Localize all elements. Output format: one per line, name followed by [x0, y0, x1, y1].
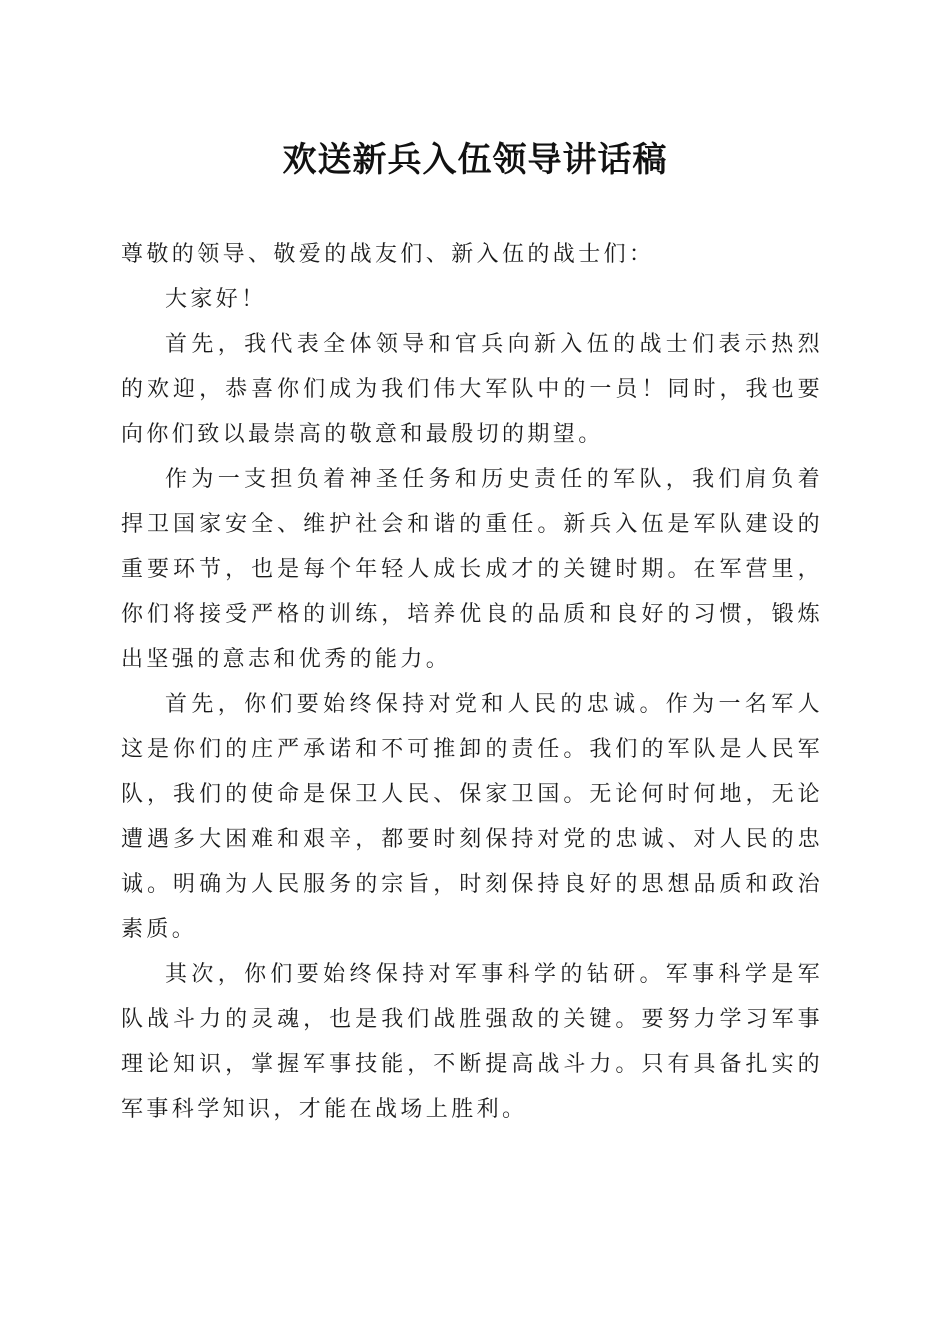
document-title: 欢送新兵入伍领导讲话稿	[282, 140, 668, 180]
paragraph-welcome: 首先，我代表全体领导和官兵向新入伍的战士们表示热烈的欢迎，恭喜你们成为我们伟大军队中的一员！同时，我也要向你们致以最崇高的敬意和最殷切的期望。	[121, 332, 823, 447]
salutation: 尊敬的领导、敬爱的战友们、新入伍的战士们：	[121, 242, 655, 267]
paragraph-mission: 作为一支担负着神圣任务和历史责任的军队，我们肩负着捍卫国家安全、维护社会和谐的重任。新兵入伍是军队建设的重要环节，也是每个年轻人成长成才的关键时期。在军营里，你们将接受严格的训练，培养优良的品质和良好的习惯，锻炼出坚强的意志和优秀的能力。	[121, 467, 823, 672]
document-body	[121, 232, 823, 1132]
paragraph-military-science: 其次，你们要始终保持对军事科学的钻研。军事科学是军队战斗力的灵魂，也是我们战胜强敌的关键。要努力学习军事理论知识，掌握军事技能，不断提高战斗力。只有具备扎实的军事科学知识，才能在战场上胜利。	[121, 962, 823, 1122]
paragraph-loyalty: 首先，你们要始终保持对党和人民的忠诚。作为一名军人这是你们的庄严承诺和不可推卸的责任。我们的军队是人民军队，我们的使命是保卫人民、保家卫国。无论何时何地，无论遭遇多大困难和艰辛，都要时刻保持对党的忠诚、对人民的忠诚。明确为人民服务的宗旨，时刻保持良好的思想品质和政治素质。	[121, 692, 823, 942]
greeting: 大家好！	[165, 287, 267, 312]
